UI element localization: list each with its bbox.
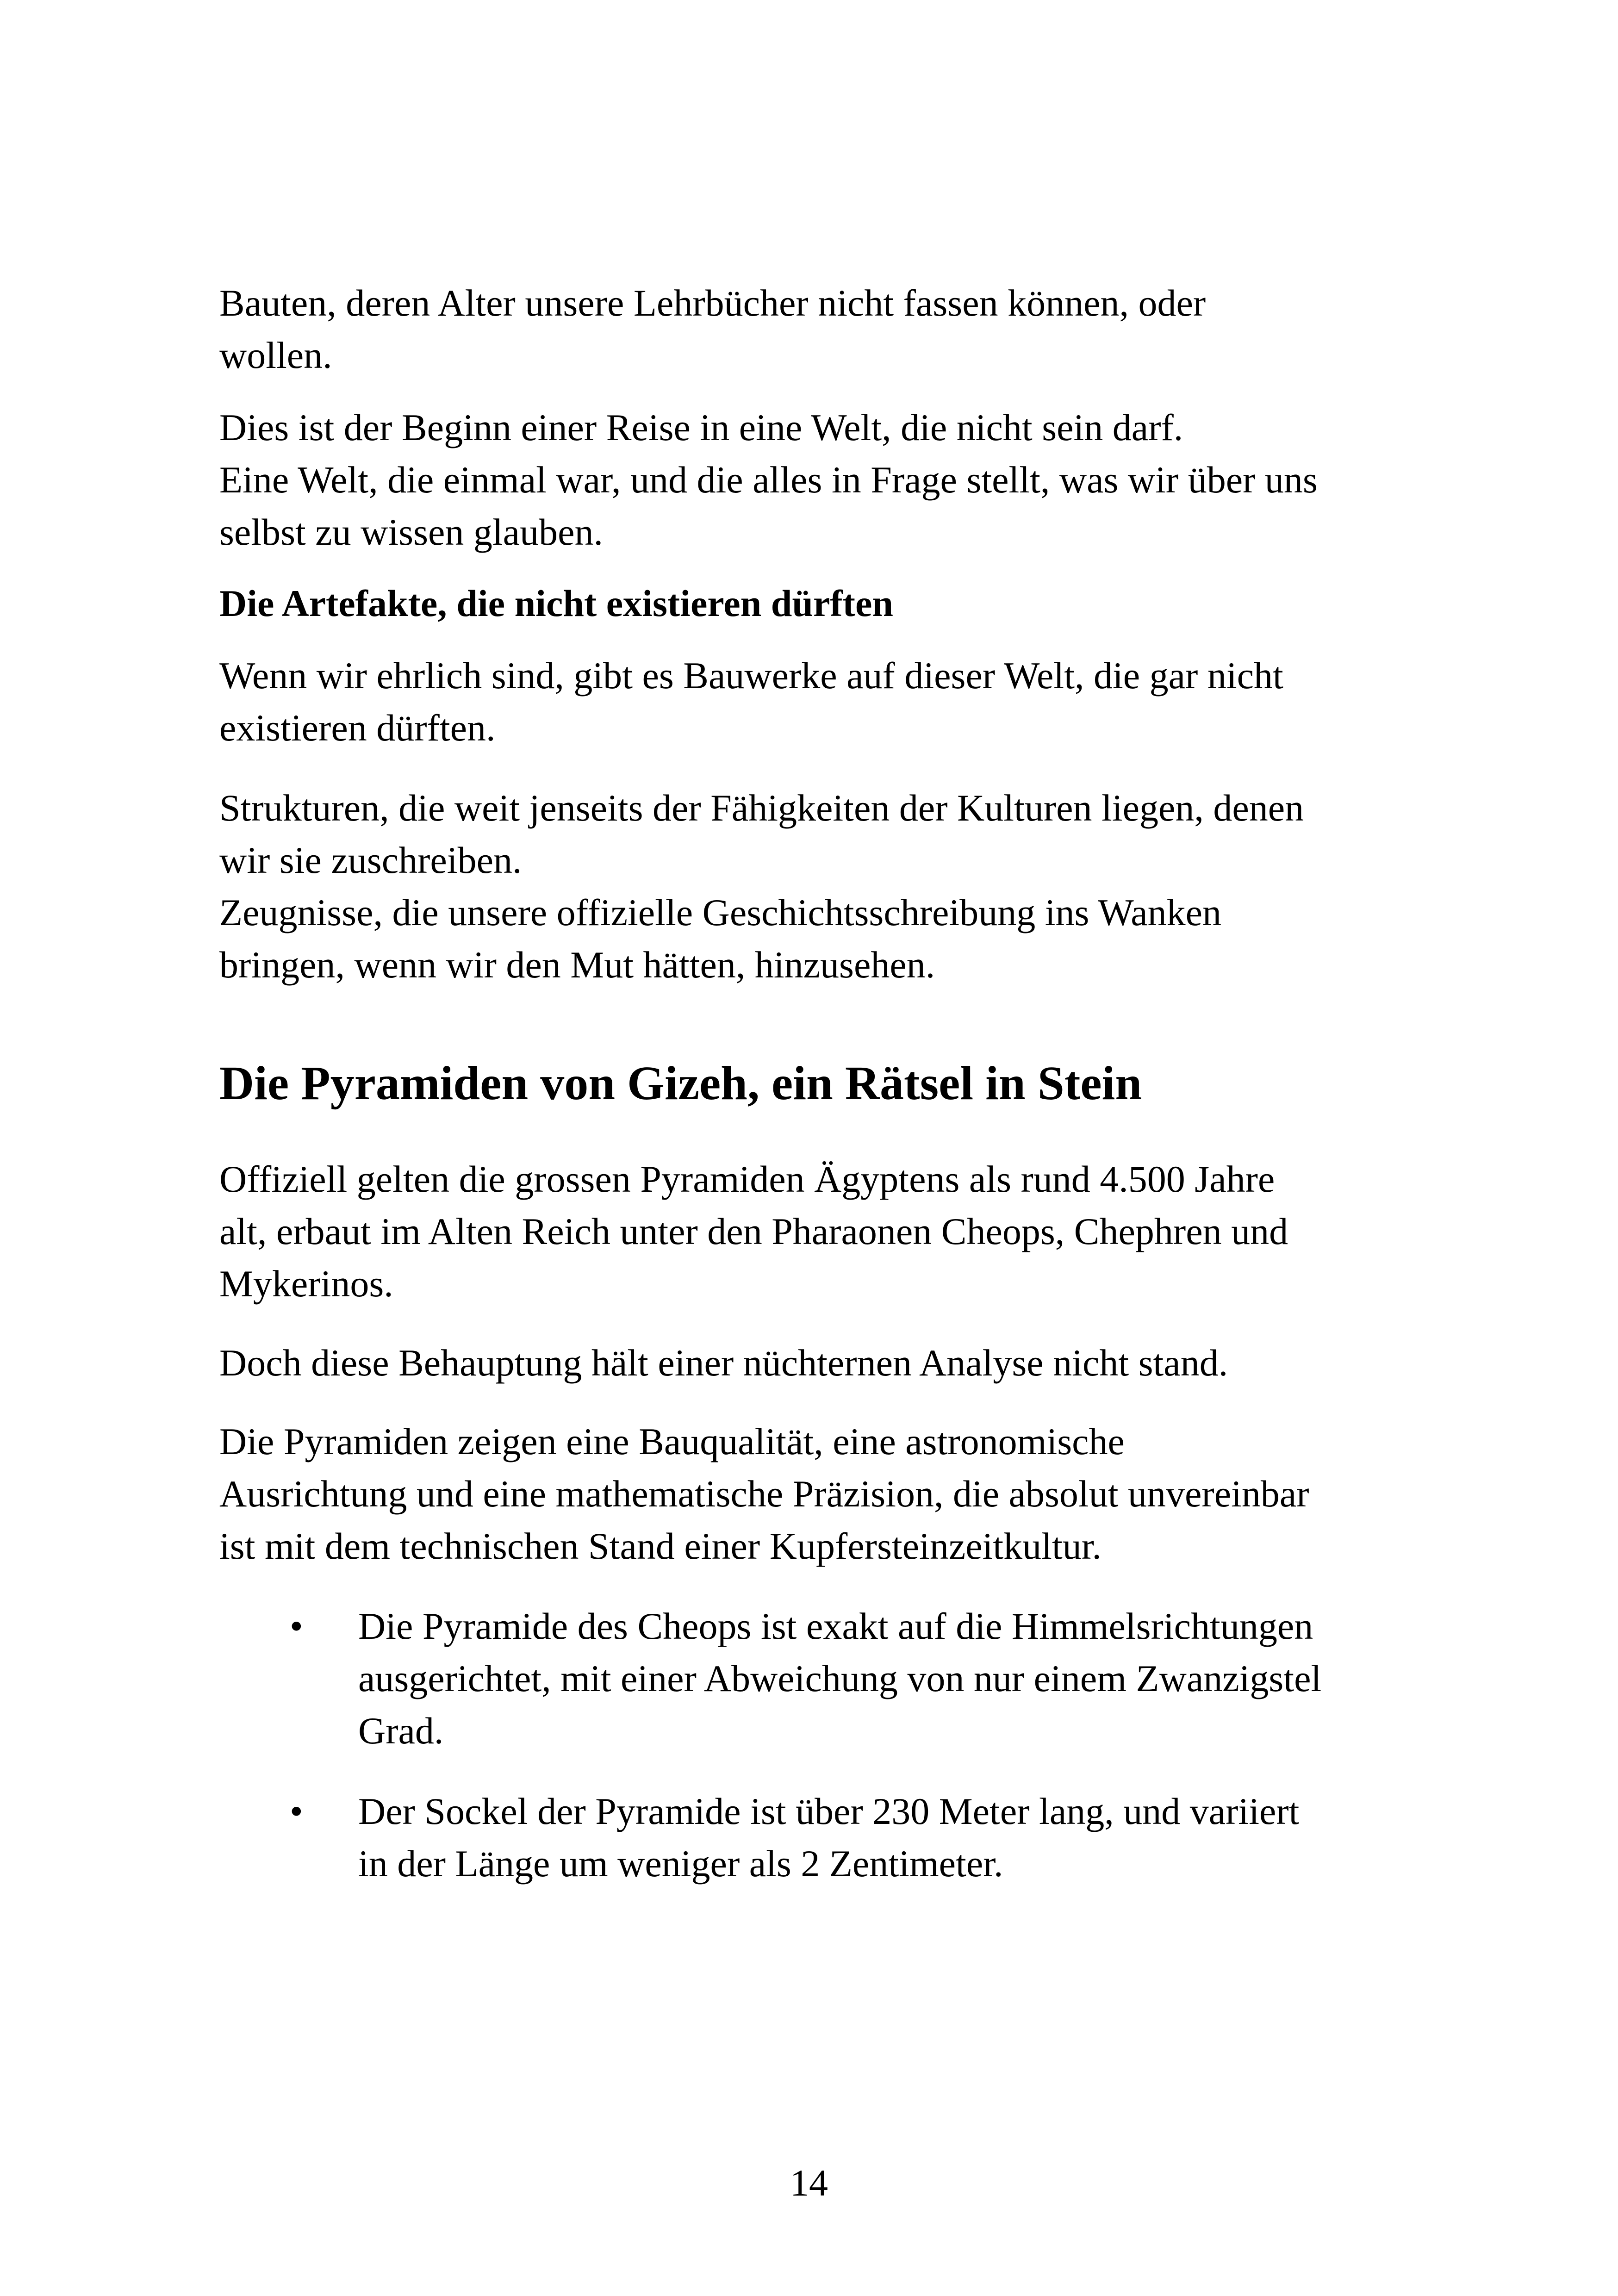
text-line: wollen. <box>219 334 332 376</box>
text-line: Wenn wir ehrlich sind, gibt es Bauwerke auf dieser Welt, die gar nicht <box>219 654 1283 697</box>
page-number: 14 <box>790 2162 828 2204</box>
text-line: Strukturen, die weit jenseits der Fähigkeiten der Kulturen liegen, denen <box>219 787 1304 829</box>
text-line: existieren dürften. <box>219 707 496 749</box>
text-line: Die Pyramiden zeigen eine Bauqualität, eine astronomische <box>219 1420 1125 1462</box>
section-subheading: Die Artefakte, die nicht existieren dürften <box>219 582 893 624</box>
text-line: Dies ist der Beginn einer Reise in eine Welt, die nicht sein darf. <box>219 406 1183 448</box>
bullet-item <box>219 1600 1413 1757</box>
text-line: selbst zu wissen glauben. <box>219 511 603 553</box>
text-line: Mykerinos. <box>219 1263 393 1305</box>
paragraph <box>219 401 1413 558</box>
text-line: Ausrichtung und eine mathematische Präzision, die absolut unvereinbar <box>219 1473 1309 1515</box>
paragraph <box>219 1415 1413 1572</box>
text-line: Doch diese Behauptung hält einer nüchternen Analyse nicht stand. <box>219 1342 1228 1384</box>
bullet-item <box>219 1785 1413 1890</box>
text-line: wir sie zuschreiben. <box>219 839 522 881</box>
text-line: Bauten, deren Alter unsere Lehrbücher nicht fassen können, oder <box>219 282 1206 324</box>
text-line: Offiziell gelten die grossen Pyramiden Ägyptens als rund 4.500 Jahre <box>219 1158 1275 1200</box>
text-line: Zeugnisse, die unsere offizielle Geschichtsschreibung ins Wanken <box>219 891 1222 933</box>
text-line: Die Pyramide des Cheops ist exakt auf die Himmelsrichtungen <box>358 1605 1313 1647</box>
text-line: alt, erbaut im Alten Reich unter den Pharaonen Cheops, Chephren und <box>219 1210 1288 1252</box>
paragraph <box>219 1153 1413 1310</box>
text-line: Eine Welt, die einmal war, und die alles in Frage stellt, was wir über uns <box>219 459 1318 501</box>
bullet-list <box>219 1600 1413 1890</box>
text-line: in der Länge um weniger als 2 Zentimeter. <box>358 1842 1003 1885</box>
text-line: bringen, wenn wir den Mut hätten, hinzusehen. <box>219 944 935 986</box>
text-line: ist mit dem technischen Stand einer Kupfersteinzeitkultur. <box>219 1525 1102 1567</box>
section-heading: Die Pyramiden von Gizeh, ein Rätsel in Stein <box>219 1057 1142 1110</box>
paragraph <box>219 782 1413 991</box>
text-line: Der Sockel der Pyramide ist über 230 Meter lang, und variiert <box>358 1790 1300 1832</box>
text-line: ausgerichtet, mit einer Abweichung von nur einem Zwanzigstel <box>358 1657 1322 1699</box>
paragraph <box>219 277 1413 381</box>
text-line: Grad. <box>358 1710 444 1752</box>
paragraph <box>219 1337 1413 1389</box>
paragraph <box>219 649 1413 754</box>
bullet-icon: • <box>290 1790 303 1832</box>
bullet-icon: • <box>290 1605 303 1647</box>
page-body <box>219 277 1413 1890</box>
